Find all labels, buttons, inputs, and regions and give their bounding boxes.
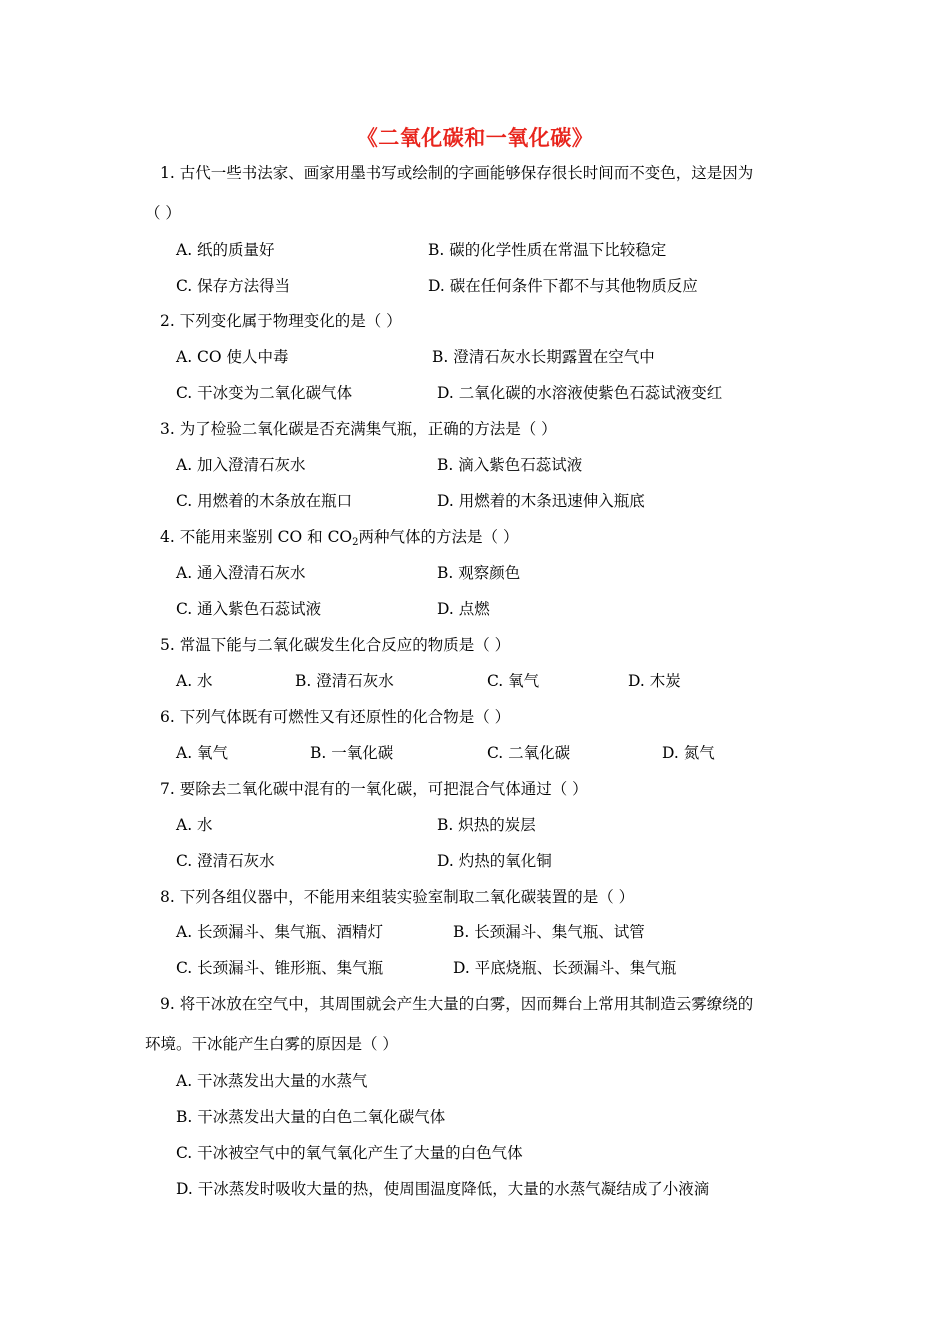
question-9-stem-cont: 环境。干冰能产生白雾的原因是（ ） (145, 1035, 398, 1053)
question-7-stem: 7. 要除去二氧化碳中混有的一氧化碳，可把混合气体通过（ ） (160, 780, 588, 798)
question-2-stem: 2. 下列变化属于物理变化的是（ ） (160, 312, 402, 330)
q7-option-c: C. 澄清石灰水 (176, 852, 275, 870)
q6-option-a: A. 氧气 (176, 744, 229, 762)
q1-option-d: D. 碳在任何条件下都不与其他物质反应 (428, 277, 698, 295)
q9-option-c: C. 干冰被空气中的氧气氧化产生了大量的白色气体 (176, 1144, 523, 1162)
q7-option-b: B. 炽热的炭层 (437, 816, 536, 834)
question-1-blank: （ ） (145, 204, 181, 222)
q1-option-a: A. 纸的质量好 (176, 241, 275, 259)
q4-option-a: A. 通入澄清石灰水 (176, 564, 306, 582)
question-5-stem: 5. 常温下能与二氧化碳发生化合反应的物质是（ ） (160, 636, 511, 654)
q9-option-a: A. 干冰蒸发出大量的水蒸气 (176, 1072, 368, 1090)
q7-option-d: D. 灼热的氧化铜 (437, 852, 552, 870)
question-6-stem: 6. 下列气体既有可燃性又有还原性的化合物是（ ） (160, 708, 511, 726)
q3-option-a: A. 加入澄清石灰水 (176, 456, 306, 474)
q3-option-c: C. 用燃着的木条放在瓶口 (176, 492, 353, 510)
q6-option-c: C. 二氧化碳 (487, 744, 571, 762)
page-title: 《二氧化碳和一氧化碳》 (356, 125, 594, 150)
q5-option-a: A. 水 (176, 672, 213, 690)
q7-option-a: A. 水 (176, 816, 213, 834)
q9-option-b: B. 干冰蒸发出大量的白色二氧化碳气体 (176, 1108, 446, 1126)
question-4-stem: 4. 不能用来鉴别 CO 和 $CO_2$两种气体的方法是（ ） (160, 528, 519, 548)
q2-option-d: D. 二氧化碳的水溶液使紫色石蕊试液变红 (437, 384, 723, 402)
q5-option-d: D. 木炭 (628, 672, 681, 690)
q2-option-c: C. 干冰变为二氧化碳气体 (176, 384, 353, 402)
question-9-stem: 9. 将干冰放在空气中，其周围就会产生大量的白雾，因而舞台上常用其制造云雾缭绕的 (160, 995, 754, 1013)
question-1-stem: 1. 古代一些书法家、画家用墨书写或绘制的字画能够保存很长时间而不变色，这是因为 (160, 164, 754, 182)
question-8-stem: 8. 下列各组仪器中，不能用来组装实验室制取二氧化碳装置的是（ ） (160, 888, 635, 906)
q4-option-c: C. 通入紫色石蕊试液 (176, 600, 322, 618)
question-3-stem: 3. 为了检验二氧化碳是否充满集气瓶，正确的方法是（ ） (160, 420, 557, 438)
q1-option-b: B. 碳的化学性质在常温下比较稳定 (428, 241, 667, 259)
q6-option-b: B. 一氧化碳 (310, 744, 394, 762)
q4-option-b: B. 观察颜色 (437, 564, 521, 582)
q3-option-b: B. 滴入紫色石蕊试液 (437, 456, 583, 474)
q8-option-c: C. 长颈漏斗、锥形瓶、集气瓶 (176, 959, 384, 977)
q2-option-b: B. 澄清石灰水长期露置在空气中 (432, 348, 655, 366)
q8-option-a: A. 长颈漏斗、集气瓶、酒精灯 (176, 923, 384, 941)
q5-option-c: C. 氧气 (487, 672, 540, 690)
q4-option-d: D. 点燃 (437, 600, 490, 618)
q8-option-d: D. 平底烧瓶、长颈漏斗、集气瓶 (453, 959, 677, 977)
q3-option-d: D. 用燃着的木条迅速伸入瓶底 (437, 492, 645, 510)
q5-option-b: B. 澄清石灰水 (295, 672, 394, 690)
q9-option-d: D. 干冰蒸发时吸收大量的热，使周围温度降低，大量的水蒸气凝结成了小液滴 (176, 1180, 710, 1198)
q6-option-d: D. 氮气 (662, 744, 715, 762)
q2-option-a: A. CO 使人中毒 (176, 348, 289, 366)
q1-option-c: C. 保存方法得当 (176, 277, 291, 295)
q8-option-b: B. 长颈漏斗、集气瓶、试管 (453, 923, 645, 941)
